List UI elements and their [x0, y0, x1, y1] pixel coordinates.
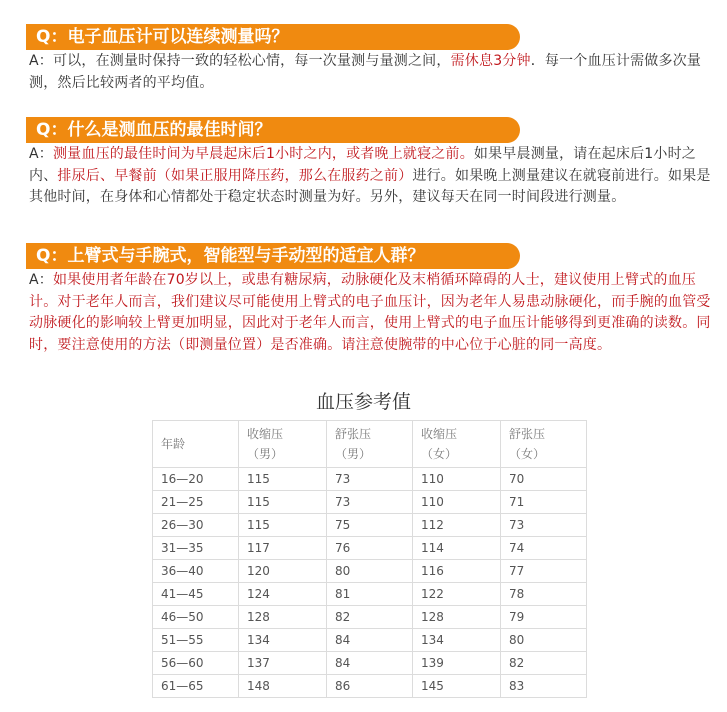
- table-cell: 148: [239, 675, 327, 698]
- table-row: [153, 537, 587, 560]
- header-diastolic-male: [327, 421, 413, 468]
- answer-3: [29, 270, 723, 356]
- table-row: [153, 560, 587, 583]
- table-cell: 145: [413, 675, 501, 698]
- answer-highlight: 如果使用者年龄在70岁以上，或患有糖尿病，动脉硬化及末梢循环障碍的人士，建议使用上臂式的血压计。对于老年人而言，我们建议尽可能使用上臂式的电子血压计，因为老年人易患动脉硬化，而手腕的血管受动脉硬化的影响较上臂更加明显，因此对于老年人而言，使用上臂式的电子血压计能够得到更准确的读数。同时，要注意使用的方法（即测量位置）是否准确。请注意使腕带的中心位于心脏的同一高度。: [29, 272, 711, 353]
- table-cell: 26—30: [153, 514, 239, 537]
- table-cell: 80: [327, 560, 413, 583]
- answer-1: [29, 51, 723, 94]
- table-cell: 124: [239, 583, 327, 606]
- table-cell: 41—45: [153, 583, 239, 606]
- table-cell: 46—50: [153, 606, 239, 629]
- table-cell: 84: [327, 629, 413, 652]
- table-cell: 112: [413, 514, 501, 537]
- table-row: [153, 468, 587, 491]
- table-cell: 128: [239, 606, 327, 629]
- table-row: [153, 583, 587, 606]
- answer-highlight: 测量血压的最佳时间为早晨起床后1小时之内，或者晚上就寝之前。: [52, 146, 474, 162]
- table-cell: 139: [413, 652, 501, 675]
- table-row: [153, 675, 587, 698]
- header-age: 年龄: [153, 421, 239, 468]
- table-cell: 36—40: [153, 560, 239, 583]
- question-2-bar: Q：什么是测血压的最佳时间？: [26, 117, 520, 143]
- table-cell: 78: [501, 583, 587, 606]
- table-header-row: [153, 421, 587, 468]
- table-cell: 110: [413, 468, 501, 491]
- question-1-bar: Q：电子血压计可以连续测量吗？: [26, 24, 520, 50]
- answer-prefix: A：: [29, 272, 53, 288]
- answer-highlight: 排尿后、早餐前（如果正服用降压药，那么在服药之前）: [57, 167, 413, 184]
- answer-text: ．每一个血压计需做多次量测，然后比较两者的平均值。: [29, 53, 702, 91]
- header-sub: （男）: [247, 447, 284, 461]
- table-cell: 122: [413, 583, 501, 606]
- table-cell: 56—60: [153, 652, 239, 675]
- table-cell: 51—55: [153, 629, 239, 652]
- table-row: [153, 491, 587, 514]
- table-cell: 82: [501, 652, 587, 675]
- table-cell: 31—35: [153, 537, 239, 560]
- header-label: 舒张压: [509, 427, 546, 441]
- table-cell: 83: [501, 675, 587, 698]
- answer-text: 如果早晨测量，请在起床后1小时之内、: [29, 146, 696, 184]
- table-cell: 73: [327, 468, 413, 491]
- answer-highlight: 需休息3分钟: [450, 53, 531, 69]
- header-systolic-female: [413, 421, 501, 468]
- table-cell: 81: [327, 583, 413, 606]
- table-cell: 73: [501, 514, 587, 537]
- table-cell: 16—20: [153, 468, 239, 491]
- answer-prefix: A：: [29, 53, 53, 69]
- header-label: 收缩压: [247, 427, 284, 441]
- question-3-bar: Q：上臂式与手腕式，智能型与手动型的适宜人群？: [26, 243, 520, 269]
- table-cell: 86: [327, 675, 413, 698]
- table-cell: 70: [501, 468, 587, 491]
- table-cell: 71: [501, 491, 587, 514]
- table-cell: 117: [239, 537, 327, 560]
- blood-pressure-table: [152, 420, 587, 698]
- table-cell: 115: [239, 514, 327, 537]
- table-cell: 128: [413, 606, 501, 629]
- table-cell: 134: [239, 629, 327, 652]
- table-cell: 80: [501, 629, 587, 652]
- header-sub: （女）: [421, 447, 458, 461]
- answer-text: 可以，在测量时保持一致的轻松心情，每一次量测与量测之间，: [52, 53, 451, 69]
- table-cell: 110: [413, 491, 501, 514]
- table-row: [153, 652, 587, 675]
- table-cell: 116: [413, 560, 501, 583]
- table-cell: 21—25: [153, 491, 239, 514]
- header-sub: （男）: [335, 447, 372, 461]
- table-cell: 79: [501, 606, 587, 629]
- table-cell: 137: [239, 652, 327, 675]
- header-sub: （女）: [509, 447, 546, 461]
- table-cell: 76: [327, 537, 413, 560]
- table-row: [153, 629, 587, 652]
- header-label: 收缩压: [421, 427, 458, 441]
- table-cell: 115: [239, 491, 327, 514]
- table-cell: 75: [327, 514, 413, 537]
- table-cell: 115: [239, 468, 327, 491]
- header-diastolic-female: [501, 421, 587, 468]
- table-cell: 77: [501, 560, 587, 583]
- table-cell: 74: [501, 537, 587, 560]
- answer-text: 进行。如果晚上测量建议在就寝前进行。如果是其他时间，在身体和心情都处于稳定状态时测量为好。另外，建议每天在同一时间段进行测量。: [29, 167, 711, 205]
- table-cell: 82: [327, 606, 413, 629]
- table-cell: 134: [413, 629, 501, 652]
- table-cell: 61—65: [153, 675, 239, 698]
- header-systolic-male: [239, 421, 327, 468]
- table-cell: 120: [239, 560, 327, 583]
- table-row: [153, 606, 587, 629]
- answer-2: [29, 144, 723, 209]
- answer-prefix: A：: [29, 146, 53, 162]
- table-cell: 73: [327, 491, 413, 514]
- table-row: [153, 514, 587, 537]
- table-title: 血压参考值: [315, 391, 411, 413]
- table-cell: 84: [327, 652, 413, 675]
- table-cell: 114: [413, 537, 501, 560]
- header-label: 舒张压: [335, 427, 372, 441]
